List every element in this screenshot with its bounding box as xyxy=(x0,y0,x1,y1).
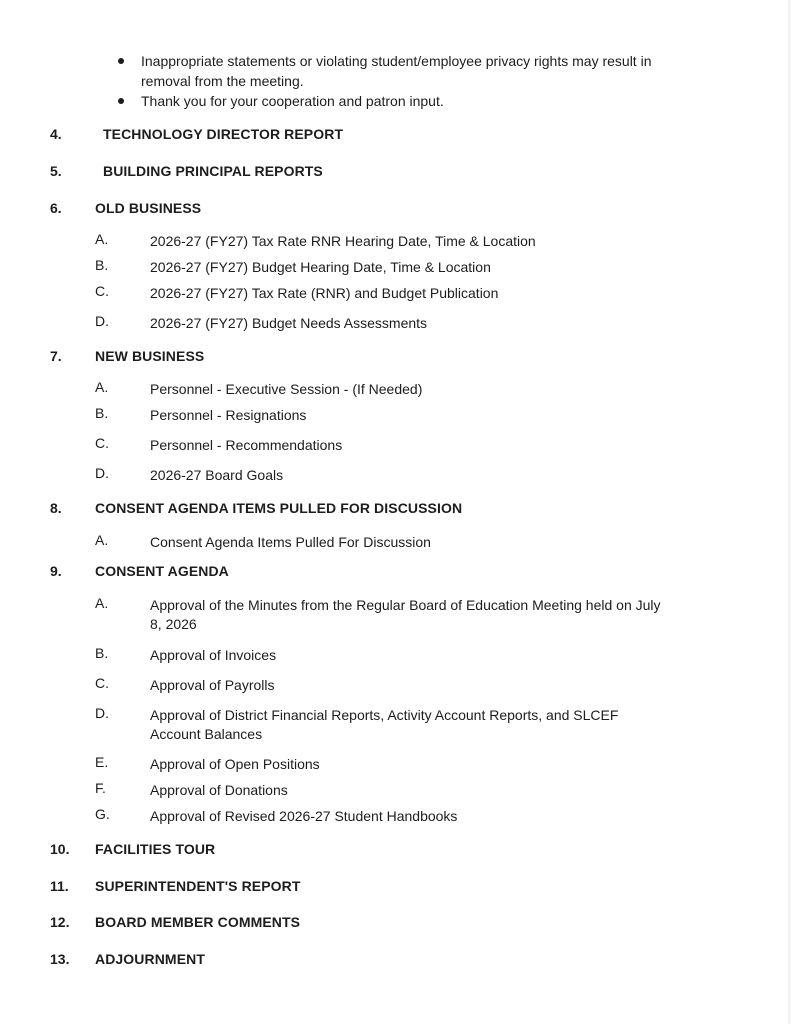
agenda-item: Approval of Payrolls xyxy=(150,677,275,693)
agenda-item: Approval of District Financial Reports, Activity Account Reports, and SLCEF xyxy=(150,707,619,723)
item-letter: B. xyxy=(95,645,109,661)
agenda-item: Personnel - Executive Session - (If Needed) xyxy=(150,381,423,397)
agenda-item: Approval of Invoices xyxy=(150,647,277,663)
agenda-item: Approval of Donations xyxy=(150,782,288,798)
section-title-technology-director-report: TECHNOLOGY DIRECTOR REPORT xyxy=(103,126,344,142)
agenda-item: Personnel - Resignations xyxy=(150,407,307,423)
item-letter: A. xyxy=(95,231,109,247)
section-number: 6. xyxy=(50,200,62,216)
section-number: 9. xyxy=(50,563,62,579)
section-title-consent-agenda: CONSENT AGENDA xyxy=(95,563,229,579)
section-number: 12. xyxy=(50,914,70,930)
section-number: 13. xyxy=(50,951,70,967)
agenda-item-continuation: 8, 2026 xyxy=(150,616,197,632)
section-title-old-business: OLD BUSINESS xyxy=(95,200,202,216)
section-title-new-business: NEW BUSINESS xyxy=(95,348,205,364)
section-number: 7. xyxy=(50,348,62,364)
section-title-board-member-comments: BOARD MEMBER COMMENTS xyxy=(95,914,301,930)
section-number: 11. xyxy=(50,878,69,894)
agenda-item: 2026-27 (FY27) Budget Hearing Date, Time & Location xyxy=(150,259,491,275)
bullet-text: Thank you for your cooperation and patron input. xyxy=(141,93,444,109)
item-letter: C. xyxy=(95,283,109,299)
section-number: 10. xyxy=(50,841,70,857)
bullet-dot xyxy=(118,58,124,64)
item-letter: F. xyxy=(95,780,106,796)
section-number: 4. xyxy=(50,126,62,142)
agenda-item: 2026-27 (FY27) Tax Rate (RNR) and Budget Publication xyxy=(150,285,499,301)
item-letter: A. xyxy=(95,379,109,395)
item-letter: A. xyxy=(95,595,109,611)
agenda-item: Approval of the Minutes from the Regular Board of Education Meeting held on July xyxy=(150,597,661,613)
item-letter: D. xyxy=(95,313,109,329)
section-title-consent-agenda-items-pulled: CONSENT AGENDA ITEMS PULLED FOR DISCUSSION xyxy=(95,500,463,516)
bullet-text-continuation: removal from the meeting. xyxy=(141,73,304,89)
section-number: 8. xyxy=(50,500,62,516)
item-letter: D. xyxy=(95,465,109,481)
agenda-item: 2026-27 (FY27) Tax Rate RNR Hearing Date, Time & Location xyxy=(150,233,536,249)
section-title-superintendents-report: SUPERINTENDENT'S REPORT xyxy=(95,878,301,894)
item-letter: A. xyxy=(95,532,109,548)
item-letter: B. xyxy=(95,405,109,421)
bullet-text: Inappropriate statements or violating student/employee privacy rights may result in xyxy=(141,53,652,69)
agenda-item: Personnel - Recommendations xyxy=(150,437,343,453)
item-letter: D. xyxy=(95,705,109,721)
section-title-adjournment: ADJOURNMENT xyxy=(95,951,205,967)
agenda-item: 2026-27 (FY27) Budget Needs Assessments xyxy=(150,315,428,331)
item-letter: C. xyxy=(95,675,109,691)
item-letter: E. xyxy=(95,754,109,770)
agenda-item: 2026-27 Board Goals xyxy=(150,467,284,483)
agenda-item: Approval of Revised 2026-27 Student Handbooks xyxy=(150,808,458,824)
agenda-item: Approval of Open Positions xyxy=(150,756,320,772)
item-letter: B. xyxy=(95,257,109,273)
section-number: 5. xyxy=(50,163,62,179)
item-letter: C. xyxy=(95,435,109,451)
section-title-facilities-tour: FACILITIES TOUR xyxy=(95,841,216,857)
agenda-item: Consent Agenda Items Pulled For Discussion xyxy=(150,534,431,550)
section-title-building-principal-reports: BUILDING PRINCIPAL REPORTS xyxy=(103,163,323,179)
agenda-item-continuation: Account Balances xyxy=(150,726,263,742)
bullet-dot xyxy=(118,98,124,104)
item-letter: G. xyxy=(95,806,110,822)
